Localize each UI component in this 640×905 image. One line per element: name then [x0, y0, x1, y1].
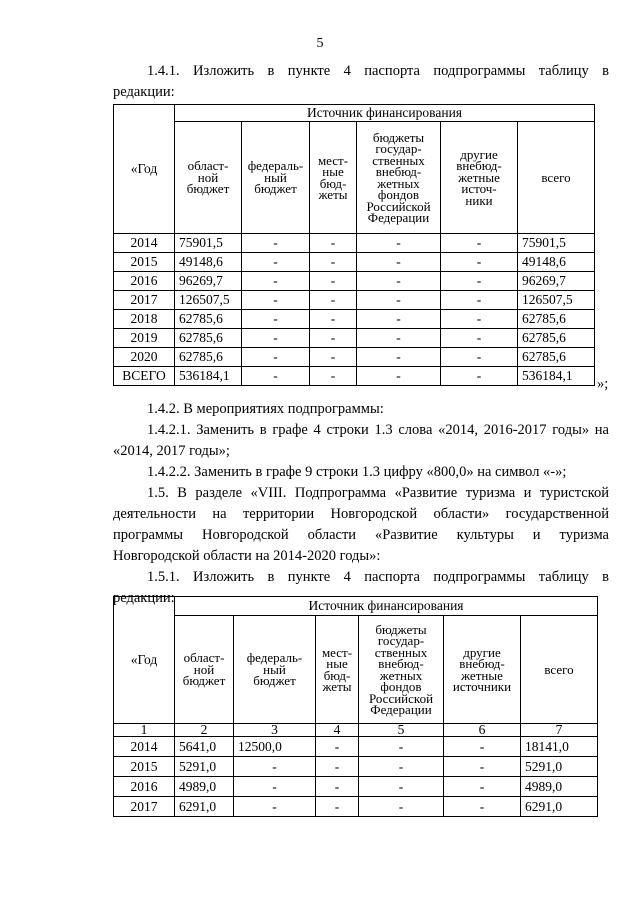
value-cell: 5641,0: [175, 737, 234, 757]
value-cell: -: [310, 291, 357, 310]
column-header: бюджеты государ- ственных внебюд- жетных фондов Российской Федерации: [357, 122, 441, 234]
value-cell: 4989,0: [175, 777, 234, 797]
table-row: [114, 329, 595, 348]
financing-table-1: [113, 104, 595, 386]
value-cell: 62785,6: [518, 348, 595, 367]
value-cell: -: [310, 272, 357, 291]
financing-table-2: [113, 596, 598, 817]
value-cell: -: [359, 777, 444, 797]
table-row: [114, 310, 595, 329]
year-cell: 2014: [114, 737, 175, 757]
table-row: [114, 737, 598, 757]
value-cell: -: [357, 234, 441, 253]
year-cell: 2016: [114, 272, 175, 291]
value-cell: 62785,6: [175, 348, 242, 367]
value-cell: -: [242, 291, 310, 310]
column-header: мест- ные бюд- жеты: [310, 122, 357, 234]
value-cell: -: [242, 348, 310, 367]
table-row: [114, 234, 595, 253]
paragraph-1-4-2-1-end: «2014, 2017 годы»;: [113, 443, 230, 459]
value-cell: -: [441, 367, 518, 386]
table-1-closing: »;: [597, 376, 609, 392]
value-cell: -: [242, 272, 310, 291]
value-cell: -: [444, 797, 521, 817]
value-cell: -: [441, 310, 518, 329]
year-cell: 2014: [114, 234, 175, 253]
column-number: 4: [316, 724, 359, 737]
value-cell: -: [359, 757, 444, 777]
paragraph-1-4-1-end: редакции:: [113, 84, 175, 100]
table-row: [114, 348, 595, 367]
value-cell: -: [242, 329, 310, 348]
value-cell: -: [357, 272, 441, 291]
value-cell: -: [234, 757, 316, 777]
value-cell: -: [357, 310, 441, 329]
year-cell: ВСЕГО: [114, 367, 175, 386]
table-row: [114, 272, 595, 291]
paragraph-1-5-line2: деятельности на территории Новгородской области» государственной: [113, 506, 609, 522]
value-cell: 5291,0: [521, 757, 598, 777]
value-cell: -: [316, 737, 359, 757]
value-cell: -: [310, 329, 357, 348]
paragraph-1-4-2-2: 1.4.2.2. Заменить в графе 9 строки 1.3 цифру «800,0» на символ «-»;: [147, 464, 567, 480]
column-header: всего: [521, 616, 598, 724]
value-cell: -: [444, 737, 521, 757]
value-cell: 62785,6: [175, 329, 242, 348]
year-header: «Год: [114, 597, 175, 724]
paragraph-1-5-1: 1.5.1. Изложить в пункте 4 паспорта подпрограммы таблицу в: [147, 569, 609, 585]
year-cell: 2020: [114, 348, 175, 367]
value-cell: 4989,0: [521, 777, 598, 797]
value-cell: -: [441, 329, 518, 348]
value-cell: 536184,1: [518, 367, 595, 386]
value-cell: -: [310, 367, 357, 386]
year-header: «Год: [114, 105, 175, 234]
column-header: всего: [518, 122, 595, 234]
paragraph-1-5-line4: Новгородской области на 2014-2020 годы»:: [113, 548, 381, 564]
table-row: [114, 253, 595, 272]
source-header: Источник финансирования: [175, 597, 598, 616]
value-cell: 96269,7: [518, 272, 595, 291]
column-number: 2: [175, 724, 234, 737]
value-cell: 6291,0: [175, 797, 234, 817]
value-cell: 62785,6: [518, 329, 595, 348]
column-number: 7: [521, 724, 598, 737]
column-number: 1: [114, 724, 175, 737]
value-cell: 126507,5: [175, 291, 242, 310]
value-cell: -: [234, 797, 316, 817]
value-cell: 18141,0: [521, 737, 598, 757]
value-cell: -: [316, 797, 359, 817]
value-cell: 5291,0: [175, 757, 234, 777]
table-row: [114, 291, 595, 310]
column-header: другие внебюд- жетные источники: [444, 616, 521, 724]
value-cell: -: [357, 329, 441, 348]
column-number: 3: [234, 724, 316, 737]
value-cell: -: [441, 253, 518, 272]
value-cell: -: [359, 737, 444, 757]
value-cell: -: [357, 253, 441, 272]
paragraph-1-4-2: 1.4.2. В мероприятиях подпрограммы:: [147, 401, 384, 417]
table-row: [114, 367, 595, 386]
column-header: другие внебюд- жетные источ- ники: [441, 122, 518, 234]
column-number: 5: [359, 724, 444, 737]
value-cell: -: [441, 234, 518, 253]
year-cell: 2015: [114, 757, 175, 777]
value-cell: 75901,5: [518, 234, 595, 253]
column-header: област- ной бюджет: [175, 616, 234, 724]
value-cell: 12500,0: [234, 737, 316, 757]
value-cell: -: [441, 291, 518, 310]
value-cell: -: [242, 253, 310, 272]
paragraph-1-5-line3: программы Новгородской области «Развитие культуры и туризма: [113, 527, 609, 543]
table-row: [114, 777, 598, 797]
value-cell: -: [242, 234, 310, 253]
value-cell: -: [359, 797, 444, 817]
paragraph-1-4-2-1: 1.4.2.1. Заменить в графе 4 строки 1.3 слова «2014, 2016-2017 годы» на: [147, 422, 609, 438]
value-cell: -: [242, 310, 310, 329]
value-cell: -: [357, 291, 441, 310]
year-cell: 2018: [114, 310, 175, 329]
year-cell: 2017: [114, 797, 175, 817]
column-header: федераль- ный бюджет: [234, 616, 316, 724]
value-cell: 49148,6: [175, 253, 242, 272]
table-row: [114, 797, 598, 817]
value-cell: 96269,7: [175, 272, 242, 291]
value-cell: -: [316, 777, 359, 797]
page-number: 5: [316, 36, 324, 51]
value-cell: -: [310, 310, 357, 329]
column-number: 6: [444, 724, 521, 737]
value-cell: 62785,6: [518, 310, 595, 329]
year-cell: 2015: [114, 253, 175, 272]
column-header: федераль- ный бюджет: [242, 122, 310, 234]
paragraph-1-5-line1: 1.5. В разделе «VIII. Подпрограмма «Развитие туризма и туристской: [147, 485, 609, 501]
value-cell: -: [310, 253, 357, 272]
value-cell: -: [234, 777, 316, 797]
value-cell: -: [441, 348, 518, 367]
paragraph-1-4-1: 1.4.1. Изложить в пункте 4 паспорта подпрограммы таблицу в: [147, 63, 609, 79]
value-cell: -: [242, 367, 310, 386]
value-cell: -: [310, 234, 357, 253]
value-cell: 49148,6: [518, 253, 595, 272]
column-header: мест- ные бюд- жеты: [316, 616, 359, 724]
value-cell: -: [316, 757, 359, 777]
column-header: област- ной бюджет: [175, 122, 242, 234]
table-row: [114, 757, 598, 777]
value-cell: -: [357, 367, 441, 386]
year-cell: 2016: [114, 777, 175, 797]
value-cell: 62785,6: [175, 310, 242, 329]
value-cell: -: [357, 348, 441, 367]
value-cell: 6291,0: [521, 797, 598, 817]
value-cell: -: [444, 777, 521, 797]
source-header: Источник финансирования: [175, 105, 595, 122]
year-cell: 2017: [114, 291, 175, 310]
column-header: бюджеты государ- ственных внебюд- жетных фондов Российской Федерации: [359, 616, 444, 724]
value-cell: 126507,5: [518, 291, 595, 310]
value-cell: -: [310, 348, 357, 367]
year-cell: 2019: [114, 329, 175, 348]
value-cell: 75901,5: [175, 234, 242, 253]
paragraph-1-5-1-end: редакции:: [113, 590, 175, 606]
value-cell: -: [441, 272, 518, 291]
value-cell: -: [444, 757, 521, 777]
value-cell: 536184,1: [175, 367, 242, 386]
